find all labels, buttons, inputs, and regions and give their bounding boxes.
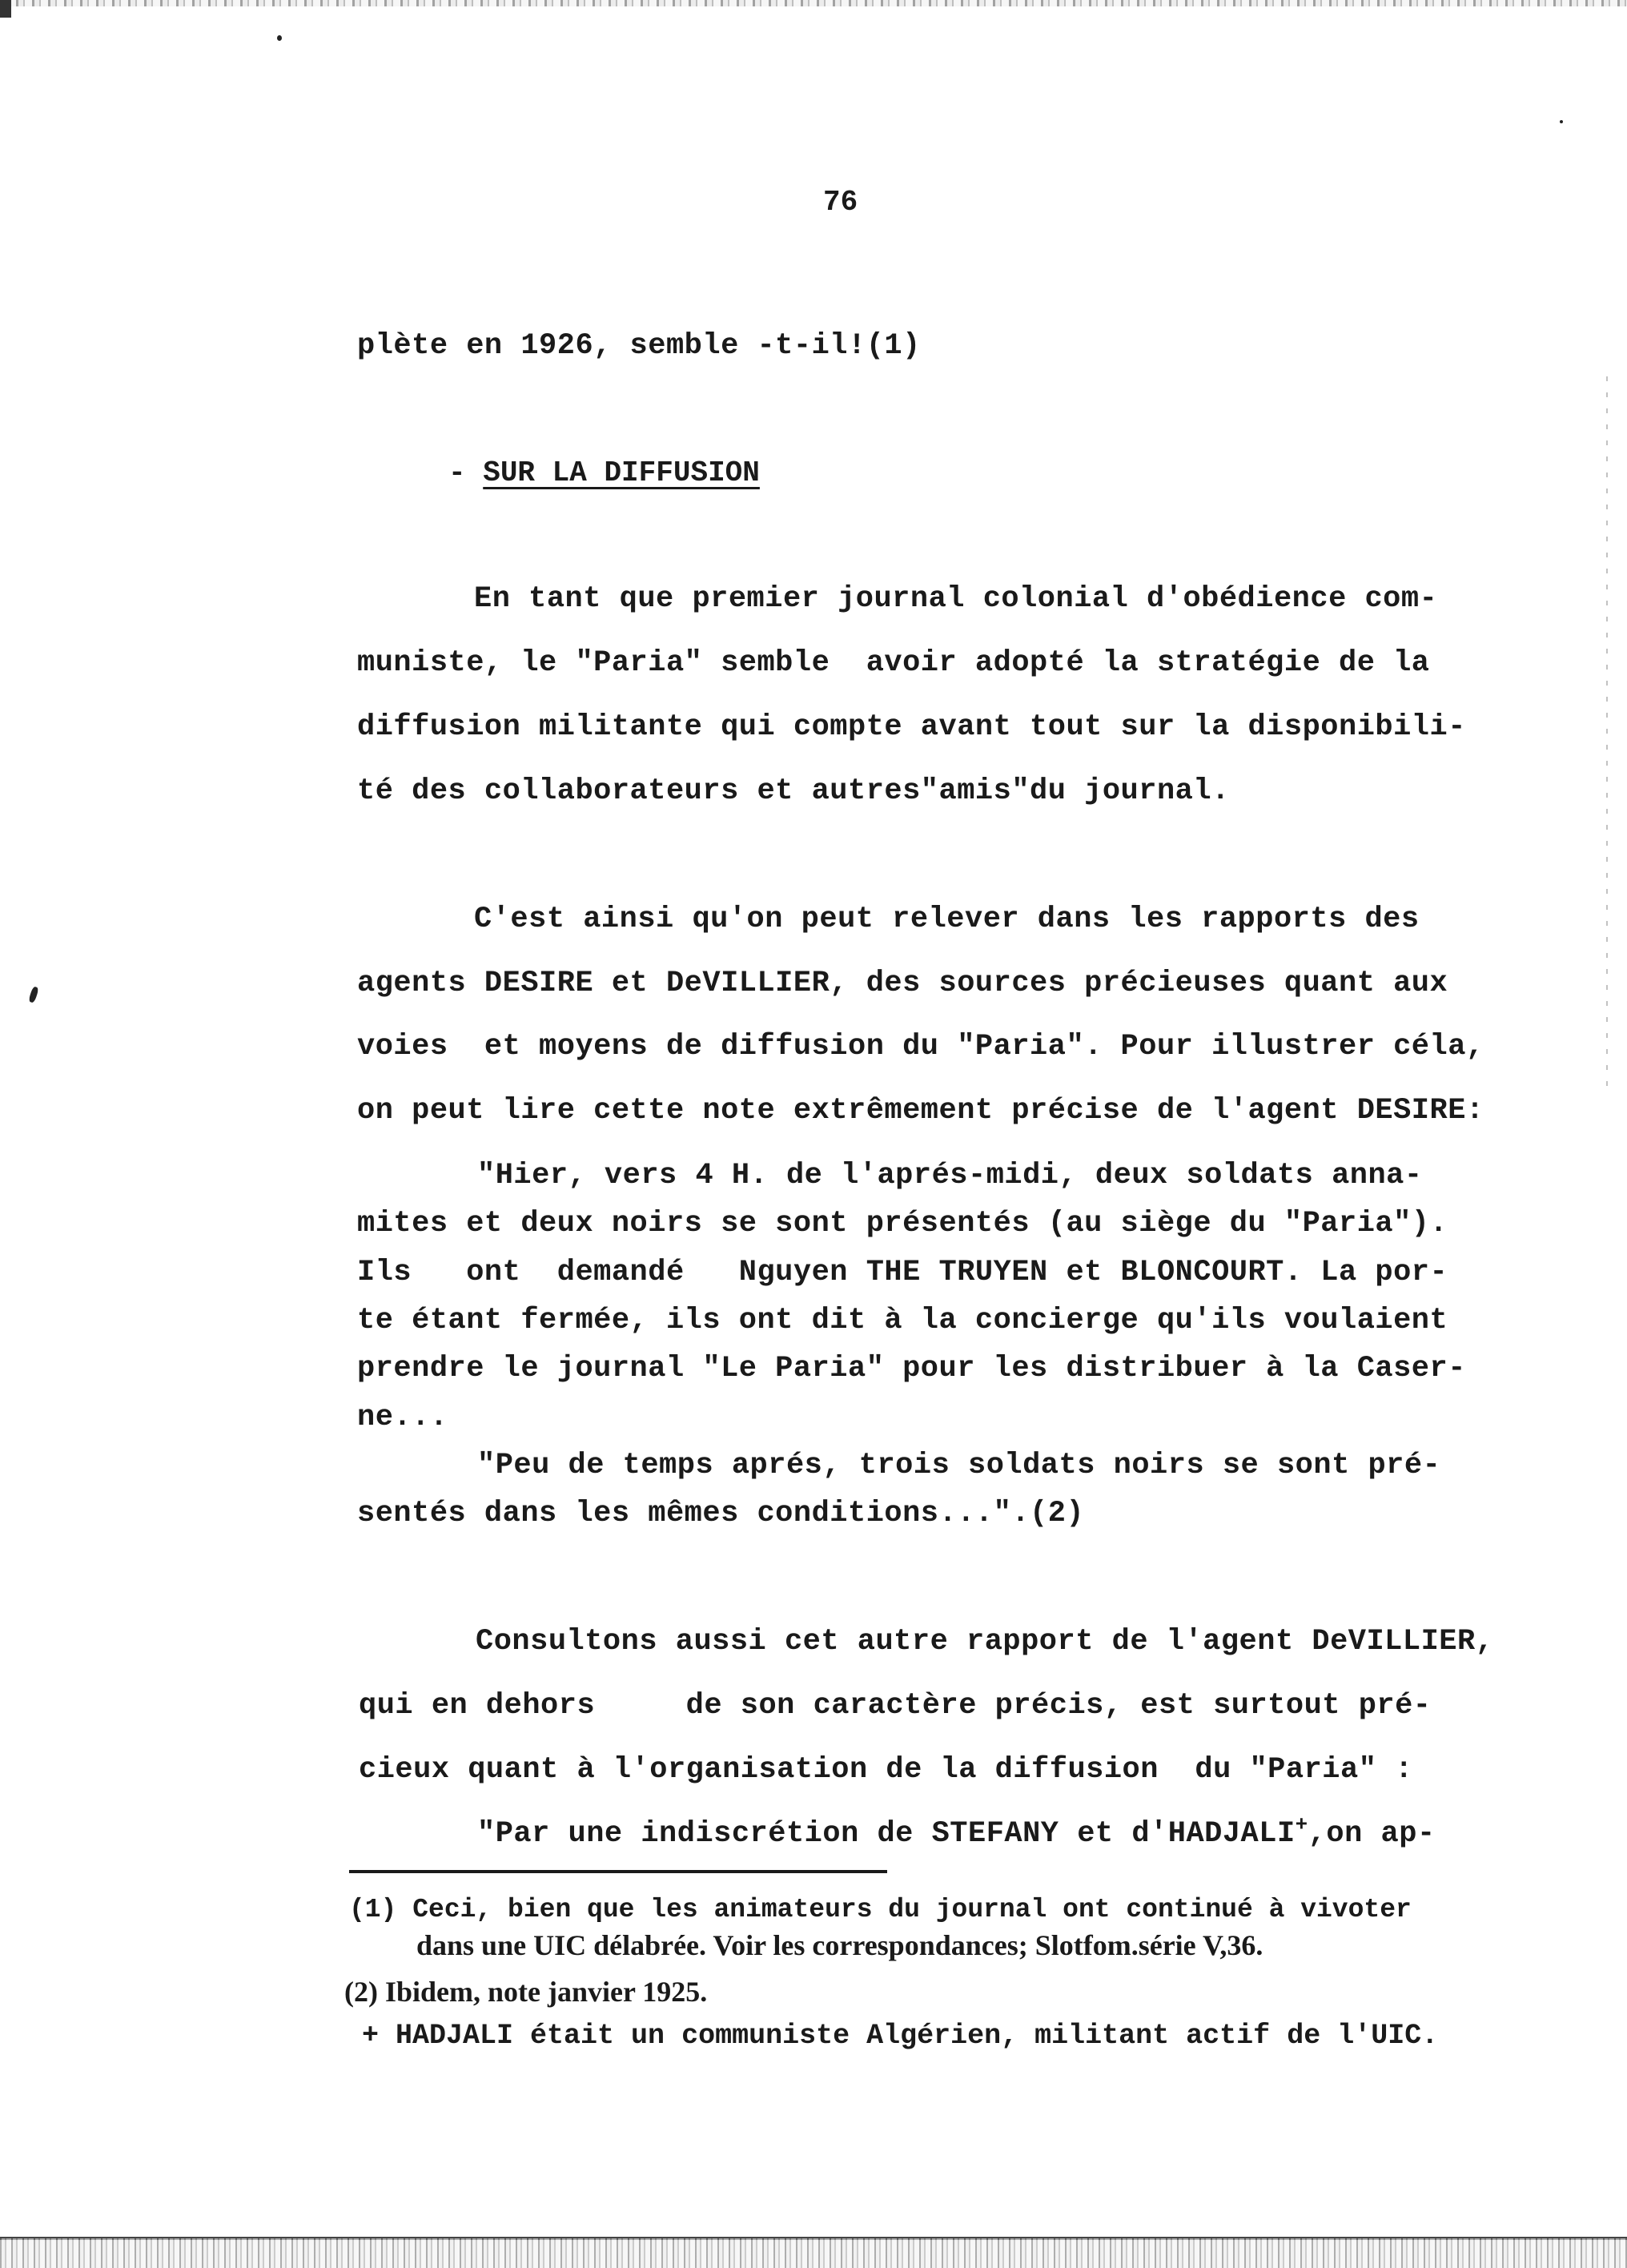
- quote-1-line: prendre le journal "Le Paria" pour les distribuer à la Caser-: [357, 1352, 1466, 1385]
- quote-2-line: [477, 1812, 1436, 1851]
- quote-1-line: te étant fermée, ils ont dit à la concierge qu'ils voulaient: [357, 1304, 1448, 1337]
- paragraph-1-line: diffusion militante qui compte avant tout sur la disponibili-: [357, 710, 1466, 744]
- ink-speck: [1560, 120, 1563, 123]
- page-number: 76: [823, 186, 858, 219]
- heading-dash: -: [448, 456, 484, 489]
- heading-title: SUR LA DIFFUSION: [483, 456, 760, 489]
- scan-edge-right: [1606, 376, 1608, 1097]
- paragraph-2-line: agents DESIRE et DeVILLIER, des sources précieuses quant aux: [357, 967, 1448, 1000]
- quote-1-line: "Hier, vers 4 H. de l'aprés-midi, deux soldats anna-: [477, 1159, 1423, 1192]
- scan-mark: [0, 0, 11, 18]
- quote-1-line: Ils ont demandé Nguyen THE TRUYEN et BLONCOURT. La por-: [357, 1256, 1448, 1289]
- quote-1-line: sentés dans les mêmes conditions...".(2): [357, 1497, 1085, 1530]
- scan-border-bottom: [0, 2238, 1627, 2268]
- footnote-2: (2) Ibidem, note janvier 1925.: [344, 1976, 708, 2008]
- quote-1-line: "Peu de temps aprés, trois soldats noirs se sont pré-: [477, 1449, 1441, 1482]
- paragraph-2-line: C'est ainsi qu'on peut relever dans les rapports des: [474, 903, 1420, 936]
- paragraph-1-line: En tant que premier journal colonial d'obédience com-: [474, 582, 1438, 616]
- quote-1-line: ne...: [357, 1401, 448, 1434]
- quote-2-text: "Par une indiscrétion de STEFANY et d'HADJALI: [477, 1817, 1296, 1851]
- section-heading: [448, 456, 760, 489]
- paragraph-3-line: Consultons aussi cet autre rapport de l'agent DeVILLIER,: [476, 1625, 1494, 1659]
- footnote-1-line-1: (1) Ceci, bien que les animateurs du journal ont continué à vivoter: [349, 1895, 1412, 1924]
- paragraph-1-line: muniste, le "Paria" semble avoir adopté la stratégie de la: [357, 646, 1430, 680]
- paragraph-3-line: qui en dehors de son caractère précis, est surtout pré-: [359, 1689, 1432, 1723]
- continuation-line: plète en 1926, semble -t-il!(1): [357, 329, 921, 363]
- footnote-marker: +: [1295, 1812, 1308, 1837]
- quote-1-line: mites et deux noirs se sont présentés (au siège du "Paria").: [357, 1207, 1448, 1241]
- paragraph-3-line: cieux quant à l'organisation de la diffusion du "Paria" :: [359, 1753, 1413, 1787]
- paragraph-2-line: on peut lire cette note extrêmement précise de l'agent DESIRE:: [357, 1094, 1484, 1128]
- paragraph-2-line: voies et moyens de diffusion du "Paria". Pour illustrer céla,: [357, 1030, 1484, 1064]
- footnote-separator: [349, 1870, 887, 1873]
- footnote-1-line-2: dans une UIC délabrée. Voir les correspondances; Slotfom.série V,36.: [416, 1929, 1263, 1961]
- ink-speck: [28, 986, 39, 1003]
- paragraph-1-line: té des collaborateurs et autres"amis"du journal.: [357, 774, 1230, 808]
- quote-2-text-end: ,on ap-: [1308, 1817, 1436, 1851]
- ink-speck: [277, 35, 282, 41]
- scan-border-top: [0, 0, 1627, 6]
- footnote-3: + HADJALI était un communiste Algérien, militant actif de l'UIC.: [362, 2020, 1439, 2052]
